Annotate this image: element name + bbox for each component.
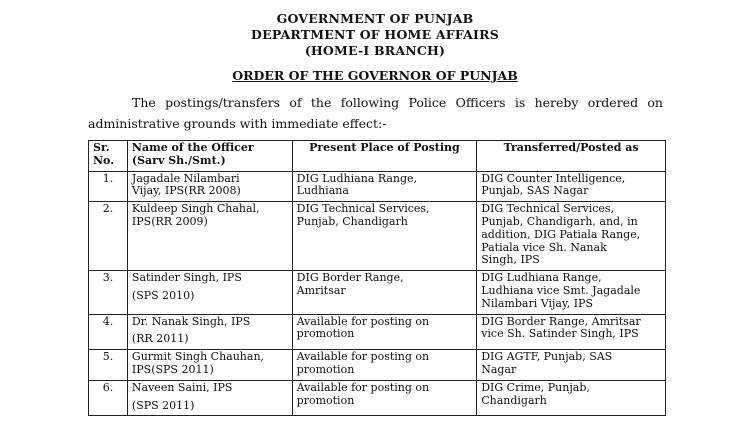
cell-present-posting-line: Punjab, Chandigarh [296,214,408,228]
cell-officer-name-line: Dr. Nanak Singh, IPS [131,314,251,328]
header-name-line: (Sarv Sh./Smt.) [131,153,226,167]
header-government: GOVERNMENT OF PUNJAB [276,11,474,26]
cell-officer-name [127,350,292,381]
cell-transferred-as-line: DIG Counter Intelligence, [481,171,626,185]
cell-officer-name [127,171,292,202]
cell-officer-name-line: Gurmit Singh Chauhan, [131,350,265,364]
cell-present-posting [292,314,477,350]
cell-officer-name [127,271,292,314]
cell-transferred-as [477,171,666,202]
cell-transferred-as-line: Singh, IPS [481,253,540,267]
intro-paragraph: The postings/transfers of the following Police Officers is hereby ordered on administrative grounds with immediate effect:- [88,95,663,131]
cell-officer-name-line: Satinder Singh, IPS [131,271,242,285]
header-present-posting: Present Place of Posting [292,141,477,172]
cell-transferred-as-line: DIG Ludhiana Range, [481,271,602,285]
cell-officer-name-line: Jagadale Nilambari [131,171,240,185]
cell-transferred-as [477,314,666,350]
cell-present-posting-line: Amritsar [296,283,346,297]
cell-sr-no: 4. [89,314,128,350]
cell-transferred-as-line: DIG Crime, Punjab, [481,380,590,394]
header-sr-line: No. [93,153,115,167]
table-row [89,380,666,416]
cell-present-posting-line: DIG Ludhiana Range, [296,171,418,185]
table-row [89,202,666,271]
cell-transferred-as [477,271,666,314]
cell-present-posting-line: DIG Border Range, [296,271,404,285]
cell-present-posting-line: DIG Technical Services, [296,202,430,216]
table-row [89,314,666,350]
cell-transferred-as-line: Ludhiana vice Smt. Jagadale [481,283,641,297]
header-name-line: Name of the Officer [131,141,254,154]
cell-present-posting [292,202,477,271]
cell-present-posting-line: Ludhiana [296,184,349,198]
cell-present-posting-line: promotion [296,393,355,407]
cell-transferred-as-line: Nagar [481,362,517,376]
cell-transferred-as-line: Nilambari Vijay, IPS [481,296,593,310]
cell-sr-no: 6. [89,380,128,416]
cell-officer-name [127,380,292,416]
cell-officer-name-line: Vijay, IPS(RR 2008) [131,184,241,198]
cell-transferred-as-line: DIG Border Range, Amritsar [481,314,641,328]
cell-sr-no: 3. [89,271,128,314]
cell-present-posting-line: Available for posting on [296,350,430,364]
header-sr-line: Sr. [93,141,110,154]
cell-transferred-as-line: DIG Technical Services, [481,202,615,216]
cell-transferred-as-line: addition, DIG Patiala Range, [481,227,641,241]
cell-present-posting [292,171,477,202]
cell-officer-name-line: IPS(SPS 2011) [131,362,214,376]
cell-officer-name-line: (SPS 2011) [131,398,195,412]
cell-sr-no: 2. [89,202,128,271]
header-transferred-as: Transferred/Posted as [477,141,666,172]
postings-table [88,140,666,416]
table-header-row [89,141,666,172]
cell-present-posting [292,271,477,314]
header-branch: (HOME-I BRANCH) [304,43,446,58]
cell-sr-no: 5. [89,350,128,381]
cell-officer-name [127,314,292,350]
header-sr-no [89,141,128,172]
cell-transferred-as [477,380,666,416]
cell-present-posting [292,380,477,416]
cell-present-posting-line: promotion [296,327,355,341]
header-officer-name [127,141,292,172]
cell-transferred-as-line: Chandigarh [481,393,547,407]
cell-officer-name-line: IPS(RR 2009) [131,214,208,228]
cell-officer-name-line: Kuldeep Singh Chahal, [131,202,260,216]
cell-transferred-as-line: Punjab, SAS Nagar [481,184,589,198]
cell-officer-name-line: (RR 2011) [131,332,189,346]
cell-sr-no: 1. [89,171,128,202]
cell-transferred-as-line: Patiala vice Sh. Nanak [481,240,607,254]
cell-present-posting-line: Available for posting on [296,380,430,394]
order-title: ORDER OF THE GOVERNOR OF PUNJAB [232,68,518,83]
cell-officer-name [127,202,292,271]
cell-transferred-as [477,350,666,381]
table-row [89,271,666,314]
header-department: DEPARTMENT OF HOME AFFAIRS [251,27,499,42]
cell-present-posting-line: promotion [296,362,355,376]
cell-present-posting [292,350,477,381]
cell-transferred-as-line: vice Sh. Satinder Singh, IPS [481,327,639,341]
cell-officer-name-line: (SPS 2010) [131,288,195,302]
cell-transferred-as-line: Punjab, Chandigarh, and, in [481,214,638,228]
cell-transferred-as [477,202,666,271]
table-row [89,171,666,202]
cell-transferred-as-line: DIG AGTF, Punjab, SAS [481,350,613,364]
cell-officer-name-line: Naveen Saini, IPS [131,380,233,394]
table-row [89,350,666,381]
cell-present-posting-line: Available for posting on [296,314,430,328]
